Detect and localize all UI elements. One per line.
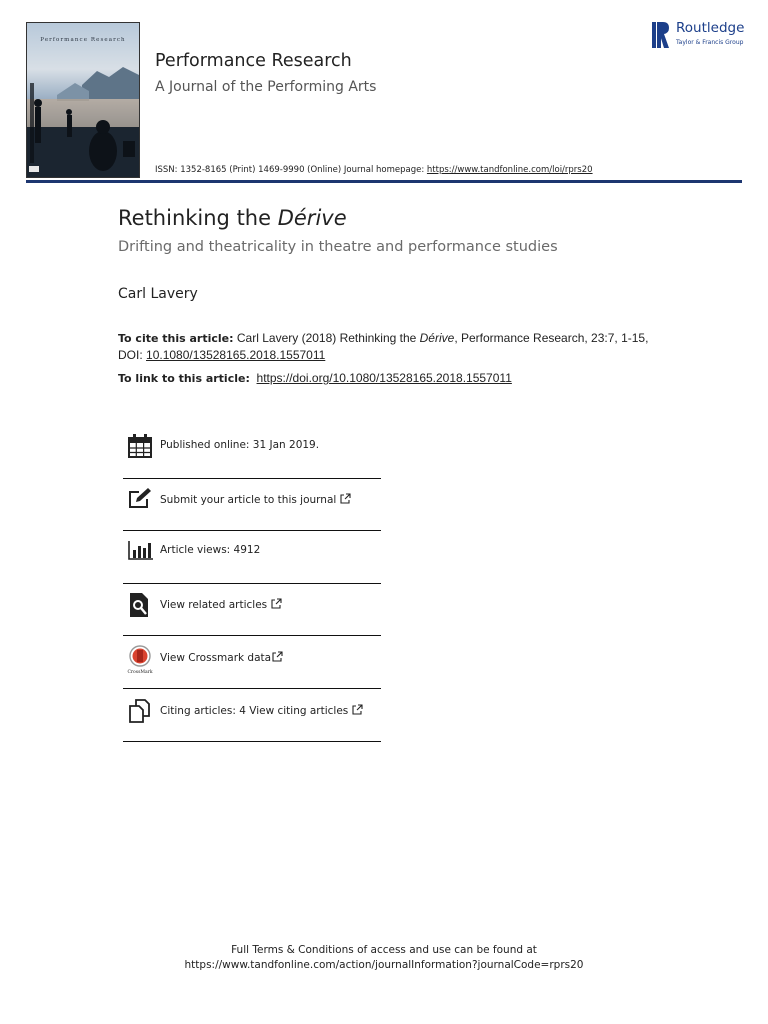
published-row — [123, 433, 381, 473]
cover-photo-scene — [27, 23, 139, 177]
cite-text-emphasis: Dérive — [419, 331, 455, 345]
article-author: Carl Lavery — [118, 286, 198, 302]
footer-terms-link[interactable]: https://www.tandfonline.com/action/journalInformation?journalCode=rprs20 — [184, 959, 584, 971]
article-title — [118, 206, 347, 230]
row-divider — [123, 583, 381, 584]
cite-text-after: , Performance Research, 23:7, 1-15, — [454, 331, 649, 345]
footer-terms — [0, 943, 768, 973]
journal-title: Performance Research — [155, 51, 352, 71]
crossmark-label: View Crossmark data — [160, 652, 272, 664]
submit-article-label: Submit your article to this journal — [160, 494, 337, 506]
crossmark-link[interactable] — [160, 651, 283, 664]
issn-line — [155, 165, 593, 175]
bar-chart-icon — [127, 538, 153, 564]
crossmark-icon — [127, 645, 153, 675]
link-label: To link to this article: — [118, 372, 250, 385]
submit-article-link[interactable] — [160, 493, 351, 506]
crossmark-row[interactable] — [123, 645, 381, 685]
cover-title: Performance Research — [40, 37, 126, 43]
article-doi-url-link[interactable]: https://doi.org/10.1080/13528165.2018.1557011 — [256, 371, 512, 385]
cite-text-before: Carl Lavery (2018) Rethinking the — [233, 331, 420, 345]
article-views: Article views: 4912 — [160, 544, 261, 556]
routledge-r-icon — [652, 20, 670, 50]
article-title-prefix: Rethinking the — [118, 206, 278, 230]
calendar-icon — [127, 433, 153, 459]
edit-icon — [127, 487, 153, 513]
crossmark-icon-label: CrossMark — [127, 670, 153, 675]
related-articles-link[interactable] — [160, 598, 282, 611]
article-views-row — [123, 538, 381, 578]
published-date: Published online: 31 Jan 2019. — [160, 439, 320, 451]
external-link-icon — [352, 704, 363, 715]
row-divider — [123, 530, 381, 531]
related-articles-label: View related articles — [160, 599, 268, 611]
citing-articles-row[interactable] — [123, 698, 381, 738]
issn-text: ISSN: 1352-8165 (Print) 1469-9990 (Online) Journal homepage: — [155, 165, 427, 175]
article-subtitle: Drifting and theatricality in theatre and performance studies — [118, 239, 558, 255]
row-divider — [123, 478, 381, 479]
row-divider — [123, 741, 381, 742]
citation-block — [118, 330, 678, 363]
journal-cover-image[interactable] — [26, 22, 140, 178]
publisher-subname: Taylor & Francis Group — [676, 39, 744, 46]
submit-article-row[interactable] — [123, 487, 381, 527]
external-link-icon — [340, 493, 351, 504]
publisher-name: Routledge — [676, 20, 745, 36]
doi-link[interactable]: 10.1080/13528165.2018.1557011 — [146, 348, 326, 362]
external-link-icon — [272, 651, 283, 662]
citing-articles-label: Citing articles: 4 View citing articles — [160, 705, 349, 717]
article-title-emphasis: Dérive — [277, 206, 347, 230]
row-divider — [123, 635, 381, 636]
citing-documents-icon — [127, 698, 153, 724]
journal-homepage-link[interactable]: https://www.tandfonline.com/loi/rprs20 — [426, 165, 593, 175]
related-articles-row[interactable] — [123, 592, 381, 632]
citing-articles-link[interactable] — [160, 704, 363, 717]
document-search-icon — [127, 592, 153, 618]
article-link-line — [118, 371, 512, 385]
journal-subtitle: A Journal of the Performing Arts — [155, 79, 377, 95]
footer-line-1: Full Terms & Conditions of access and use can be found at — [231, 944, 537, 956]
external-link-icon — [271, 598, 282, 609]
doi-label: DOI: — [118, 348, 147, 362]
routledge-logo[interactable] — [652, 20, 752, 50]
cite-label: To cite this article: — [118, 332, 234, 345]
row-divider — [123, 688, 381, 689]
header-divider — [26, 180, 742, 183]
